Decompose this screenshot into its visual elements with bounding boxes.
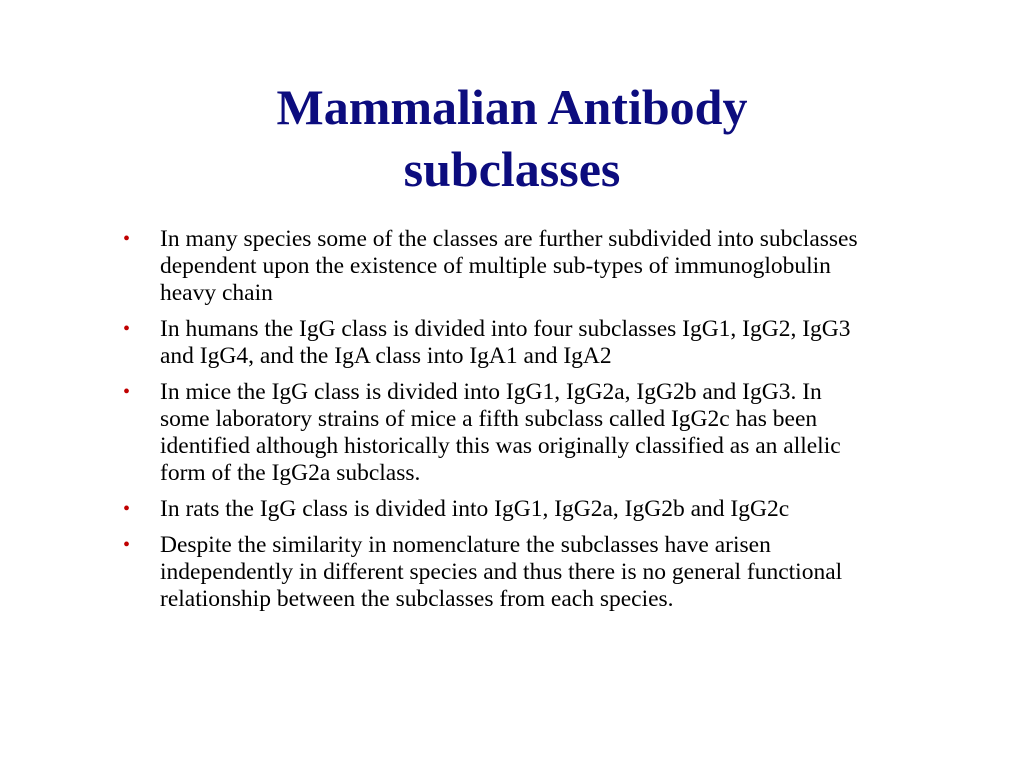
bullet-dot-icon: • (123, 318, 131, 340)
bullet-item (120, 316, 860, 370)
bullet-text: Despite the similarity in nomenclature the subclasses have arisen independently in different species and thus there is no general functional relationship between the subclasses from each species. (160, 532, 843, 612)
bullet-list (120, 226, 860, 622)
bullet-item (120, 379, 860, 487)
bullet-dot-icon: • (123, 498, 131, 520)
title-line-2: subclasses (403, 140, 621, 197)
title-line-1: Mammalian Antibody (276, 78, 748, 135)
bullet-dot-icon: • (123, 381, 131, 403)
bullet-text: In mice the IgG class is divided into IgG1, IgG2a, IgG2b and IgG3. In some laboratory strains of mice a fifth subclass called IgG2c has been identified although historically this was originally classified as an allelic form of the IgG2a subclass. (160, 379, 841, 486)
bullet-text: In many species some of the classes are further subdivided into subclasses dependent upon the existence of multiple sub-types of immunoglobulin heavy chain (160, 226, 858, 306)
bullet-text: In humans the IgG class is divided into four subclasses IgG1, IgG2, IgG3 and IgG4, and the IgA class into IgA1 and IgA2 (160, 316, 851, 369)
bullet-item (120, 226, 860, 307)
bullet-item (120, 532, 860, 613)
bullet-item (120, 496, 860, 523)
bullet-text: In rats the IgG class is divided into IgG1, IgG2a, IgG2b and IgG2c (160, 496, 790, 522)
slide-title (0, 76, 1024, 200)
bullet-dot-icon: • (123, 228, 131, 250)
bullet-dot-icon: • (123, 534, 131, 556)
